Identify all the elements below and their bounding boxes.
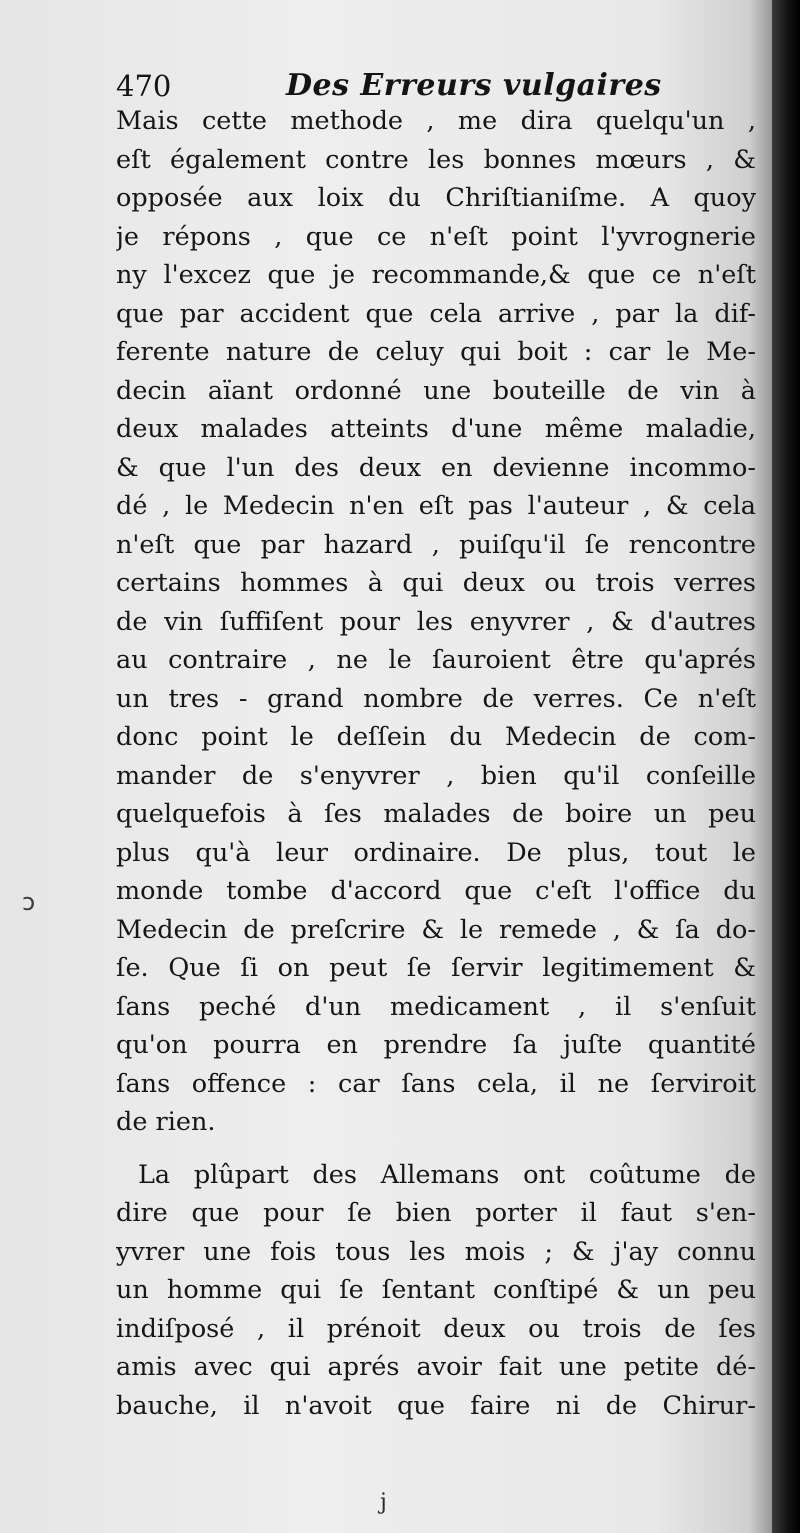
text-line: ſans offence : car ſans cela, il ne ſerviroit bbox=[116, 1068, 756, 1099]
text-line: que par accident que cela arrive , par la dif- bbox=[116, 298, 756, 329]
text-line: decin aïant ordonné une bouteille de vin à bbox=[116, 375, 756, 406]
paragraph-gap bbox=[116, 1142, 756, 1156]
foot-mark: j bbox=[380, 1490, 387, 1515]
text-line: je répons , que ce n'eſt point l'yvrognerie bbox=[116, 221, 756, 252]
body-text bbox=[116, 102, 756, 1425]
text-line: n'eſt que par hazard , puiſqu'il ſe rencontre bbox=[116, 529, 756, 560]
paragraph bbox=[116, 102, 756, 1142]
text-line: donc point le deſſein du Medecin de com- bbox=[116, 722, 756, 752]
text-line: certains hommes à qui deux ou trois verres bbox=[116, 568, 756, 598]
page-edge-shadow bbox=[772, 0, 800, 1533]
margin-mark: ɔ bbox=[22, 888, 36, 916]
text-line: ferente nature de celuy qui boit : car le Me- bbox=[116, 337, 756, 367]
text-line: mander de s'enyvrer , bien qu'il conſeille bbox=[116, 760, 756, 791]
text-line: un tres - grand nombre de verres. Ce n'eſt bbox=[116, 683, 756, 714]
text-line: qu'on pourra en prendre ſa juſte quantité bbox=[116, 1030, 756, 1060]
text-line: ſe. Que ſi on peut ſe ſervir legitimement & bbox=[116, 953, 756, 983]
text-line: dé , le Medecin n'en eſt pas l'auteur , & cela bbox=[116, 491, 756, 521]
text-line: amis avec qui aprés avoir fait une petite dé- bbox=[116, 1352, 756, 1382]
text-line: ſans peché d'un medicament , il s'enſuit bbox=[116, 991, 756, 1022]
text-line: La plûpart des Allemans ont coûtume de bbox=[138, 1159, 756, 1190]
text-line: de vin ſuffiſent pour les enyvrer , & d'autres bbox=[116, 606, 756, 637]
paragraph bbox=[116, 1156, 756, 1426]
text-line: deux malades atteints d'une même maladie, bbox=[116, 414, 756, 444]
running-title: Des Erreurs vulgaires bbox=[286, 68, 662, 103]
text-line: Mais cette methode , me dira quelqu'un , bbox=[116, 106, 756, 136]
text-line: un homme qui ſe ſentant conſtipé & un peu bbox=[116, 1275, 756, 1305]
text-line: plus qu'à leur ordinaire. De plus, tout le bbox=[116, 837, 756, 868]
text-line: au contraire , ne le ſauroient être qu'aprés bbox=[116, 645, 756, 675]
page-number: 470 bbox=[116, 69, 172, 103]
text-line: de rien. bbox=[116, 1107, 216, 1137]
text-line: & que l'un des deux en devienne incommo- bbox=[116, 452, 756, 483]
text-line: opposée aux loix du Chriſtianiſme. A quoy bbox=[116, 183, 756, 213]
text-line: yvrer une fois tous les mois ; & j'ay connu bbox=[116, 1236, 756, 1267]
text-line: eſt également contre les bonnes mœurs , & bbox=[116, 144, 756, 175]
text-line: indiſposé , il prénoit deux ou trois de ſes bbox=[116, 1313, 756, 1344]
text-line: monde tombe d'accord que c'eſt l'office du bbox=[116, 876, 756, 906]
text-line: dire que pour ſe bien porter il faut s'en- bbox=[116, 1198, 756, 1228]
text-line: quelquefois à ſes malades de boire un peu bbox=[116, 799, 756, 829]
text-line: ny l'excez que je recommande,& que ce n'eſt bbox=[116, 260, 756, 290]
text-line: Medecin de preſcrire & le remede , & ſa do- bbox=[116, 914, 756, 945]
text-line: bauche, il n'avoit que faire ni de Chirur- bbox=[116, 1390, 756, 1421]
